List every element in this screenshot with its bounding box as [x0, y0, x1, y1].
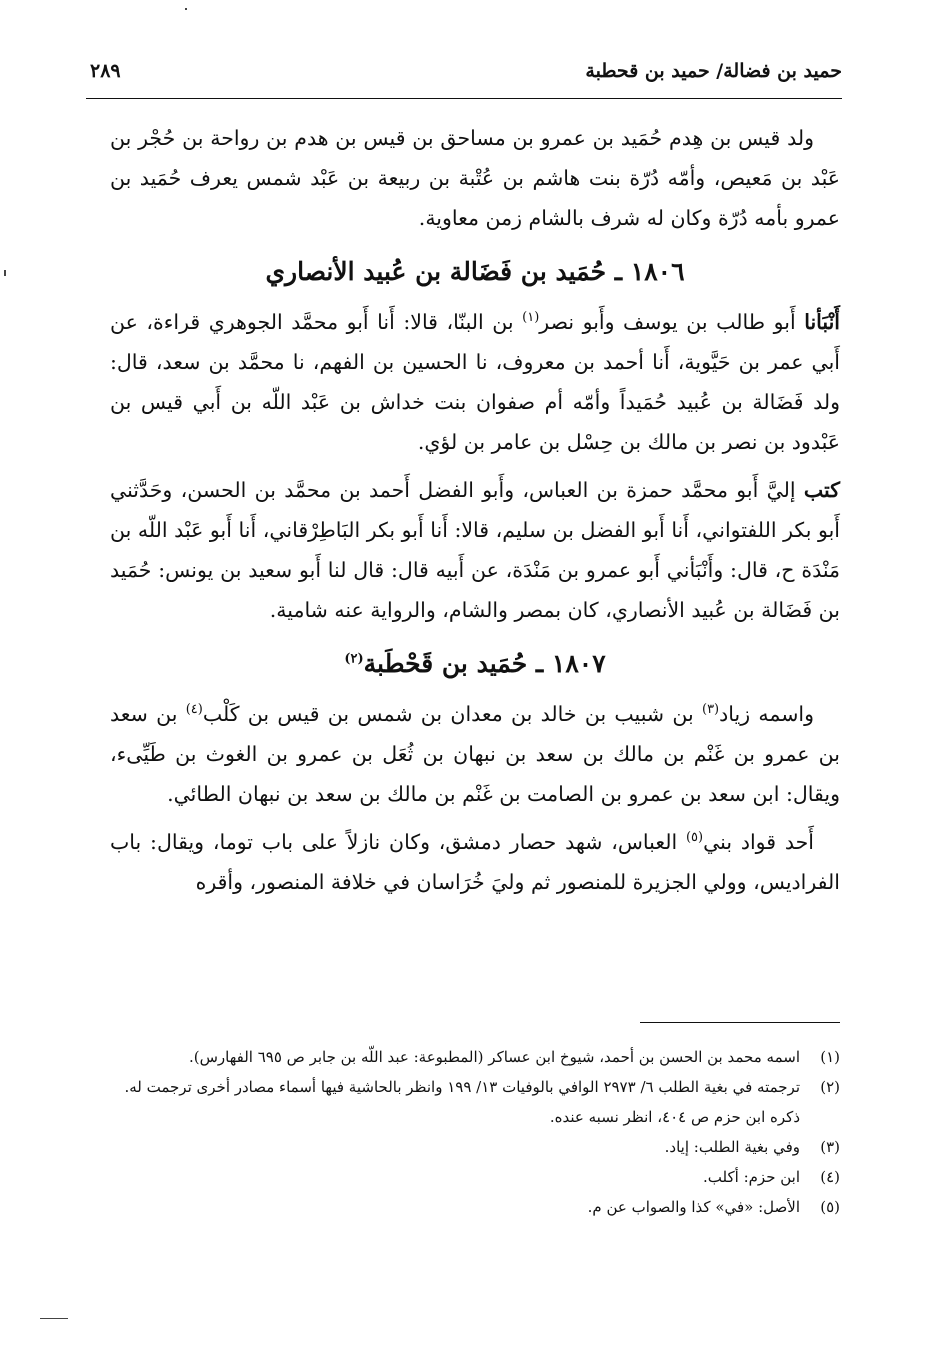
footnotes [110, 1042, 840, 1222]
footnote [110, 1072, 840, 1102]
footnote-ref-2: (٢) [344, 651, 364, 667]
main-text [110, 118, 840, 910]
paragraph-2-lead: أَنْبَأنا [804, 310, 840, 334]
footnote [110, 1162, 840, 1192]
footnote-text: ابن حزم: أكلب. [703, 1168, 800, 1186]
footnote-separator [640, 1022, 840, 1023]
paragraph-4 [110, 694, 840, 814]
footnote-ref-3: (٣) [701, 702, 720, 718]
footnote-number: (١) [820, 1048, 840, 1066]
paragraph-2-text-b: بن البنّا، قالا: أَنا أَبو محمَّد الجوهري قراءة، عن أَبي عمر بن حَيَّوية، أَنا أحمد بن معروف، نا الحسين بن الفهم، نا محمَّد بن سعد، قال: ولد فَضَالة بن عُبيد حُمَيداً وأمّه أم صفوان بنت خداش بن عَبْد اللّه بن أَبي قيس بن عَبْدود بن نصر بن مالك بن حِسْل بن عامر بن لؤي. [110, 310, 840, 454]
page-number: ٢٨٩ [90, 60, 121, 82]
running-head: حميد بن فضالة/ حميد بن قحطبة [585, 60, 842, 82]
paragraph-3-text: إليَّ أَبو محمَّد حمزة بن العباس، وأَبو الفضل أَحمد بن محمَّد بن الحسن، وحَدَّثني أَبو بكر اللفتواني، أَنا أَبو الفضل بن سليم، قالا: أَنا أَبو بكر البَاطِرْقاني، أَنا أَبو عَبْد اللّه بن مَنْدَة ح، قال: وأَنْبَأني أَبو عمرو بن مَنْدَة، عن أَبيه قال: قال لنا أَبو سعيد بن يونس: حُمَيد بن فَضَالة بن عُبيد الأنصاري، كان بمصر والشام، والرواية عنه شامية. [110, 478, 840, 622]
paragraph-5-text-b: العباس، شهد حصار دمشق، وكان نازلاً على باب توما، ويقال: باب الفراديس، وولي الجزيرة للمنصور ثم وليَ خُرَاسان في خلافة المنصور، وأقره [110, 830, 840, 894]
footnote [110, 1042, 840, 1072]
scan-speck-top [185, 8, 187, 10]
paragraph-5-text-a: أَحد قواد بني [703, 830, 814, 854]
footnote-continuation [110, 1102, 840, 1132]
footnote [110, 1192, 840, 1222]
paragraph-2-text-a: أَبو طالب بن يوسف وأَبو نصر [539, 310, 805, 334]
paragraph-3-lead: كتب [803, 478, 840, 502]
footnote-number: (٤) [820, 1168, 840, 1186]
entry-title-1806: ١٨٠٦ ـ حُمَيد بن فَضَالة بن عُبيد الأنصاري [265, 257, 685, 286]
entry-title-1807-text: ١٨٠٧ ـ حُمَيد بن قَحْطَبة [363, 649, 606, 678]
paragraph-4-text-a: واسمه زياد [719, 702, 814, 726]
scan-speck-bottom [40, 1318, 68, 1319]
footnote-ref-4: (٤) [185, 702, 203, 718]
paragraph-3 [110, 470, 840, 630]
paragraph-4-text-c: بن سعد بن عمرو بن غَنْم بن مالك بن سعد بن نبهان بن ثُعَل بن عمرو بن الغوث بن طَيِّىء، ويقال: ابن سعد بن عمرو بن الصامت بن غَنْم بن مالك بن سعد بن نبهان الطائي. [110, 702, 840, 806]
footnote-number: (٣) [820, 1138, 840, 1156]
scan-speck-left [4, 270, 6, 276]
entry-title-1807 [110, 638, 840, 690]
paragraph-5 [110, 822, 840, 902]
footnote-number: (٢) [820, 1078, 840, 1096]
footnote-text: اسمه محمد بن الحسن بن أحمد، شيوخ ابن عساكر (المطبوعة: عبد اللّه بن جابر ص ٦٩٥ الفهارس). [188, 1048, 800, 1066]
paragraph-2 [110, 302, 840, 462]
footnote-ref-1: (١) [522, 310, 540, 326]
paragraph-1: ولد قيس بن هِدم حُمَيد بن عمرو بن مساحق بن قيس بن هدم بن رواحة بن حُجْر بن عَبْد بن مَعيص، وأمّه دُرّة بنت هاشم بن عُتْبة بن ربيعة بن عَبْد شمس يعرف حُمَيد بن عمرو بأمه دُرّة وكان له شرف بالشام زمن معاوية. [110, 126, 840, 230]
footnote-text: الأصل: «في» كذا والصواب عن م. [587, 1198, 800, 1216]
footnote-ref-5: (٥) [685, 830, 704, 846]
paragraph-4-text-b: بن شبيب بن خالد بن معدان بن شمس بن قيس بن كَلْب [202, 702, 702, 726]
page-header [86, 58, 842, 99]
footnote-text: ترجمته في بغية الطلب ٦/ ٢٩٧٣ الوافي بالوفيات ١٣/ ١٩٩ وانظر بالحاشية فيها أسماء مصادر أخرى ترجمت له. [124, 1078, 800, 1096]
footnote-text: وفي بغية الطلب: إياد. [664, 1138, 800, 1156]
footnote [110, 1132, 840, 1162]
footnote-number: (٥) [820, 1198, 840, 1216]
footnote-text: ذكره ابن حزم ص ٤٠٤، انظر نسبه عنده. [549, 1108, 800, 1126]
